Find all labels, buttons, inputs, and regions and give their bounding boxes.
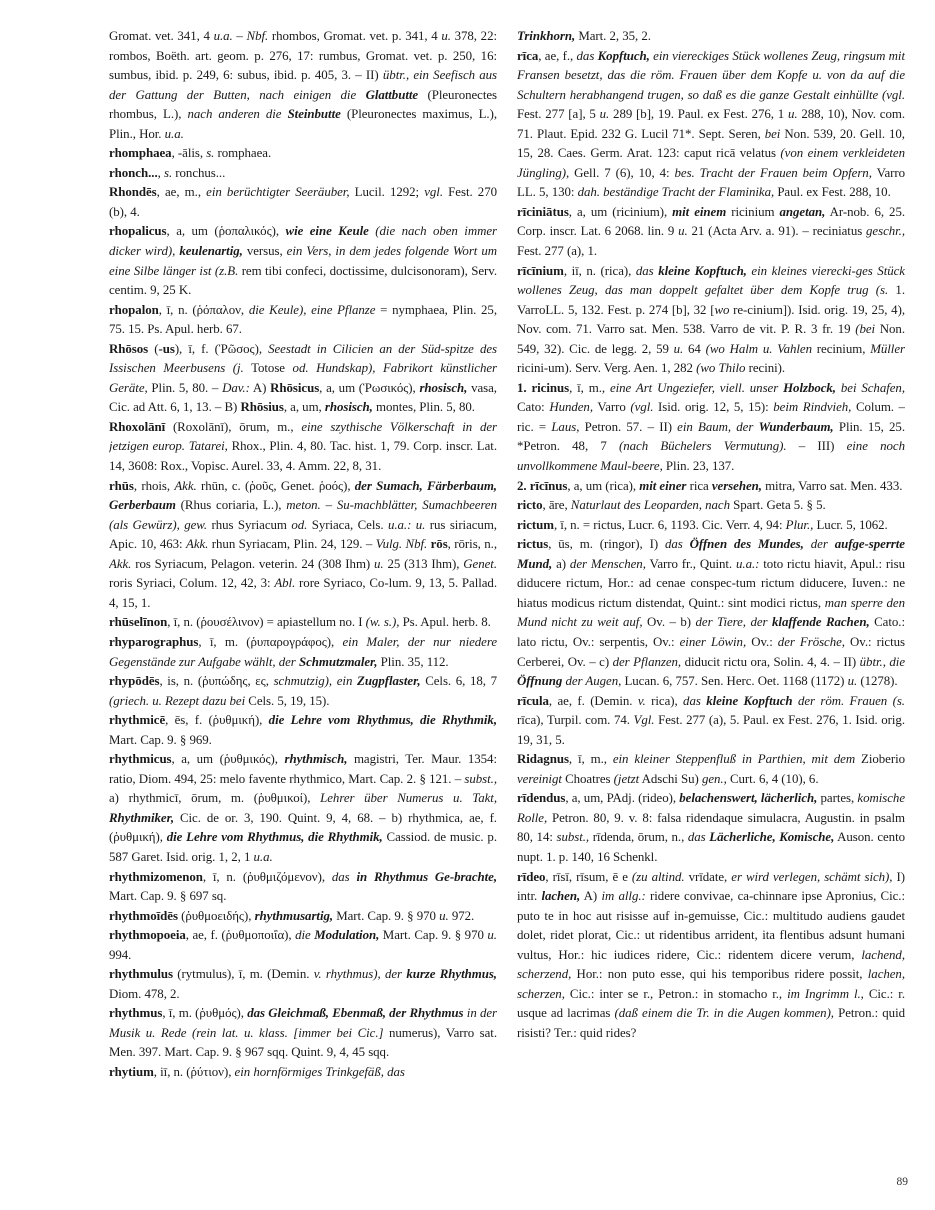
dictionary-entry: rictus, ūs, m. (ringor), I) das Öffnen des Mundes, der aufge-sperrte Mund, a) der Menschen, Varro fr., Quint. u.a.: toto rictu hiavit, Apul.: risu diducere rictum, Hor.: ad cenae conspec-tum rictum diducere, Iuven.: ne hiatus modicus rictum distendat, Quint.: sint modici rictus, man sperre den Mund nicht zu weit auf, Ov. – b) der Tiere, der klaffende Rachen, Cato.: lato rictu, Ov.: serpentis, Ov.: einer Löwin, Ov.: der Frösche, Ov.: rictus Cerberei, Ov. – c) der Pflanzen, diducit rictu ora, Solin. 4, 4. – II) übtr., die Öffnung der Augen, Lucan. 6, 757. Sen. Herc. Oet. 1168 (1172) u. (1278). xyxy=(517,537,905,689)
dictionary-entry: Trinkhorn, Mart. 2, 35, 2. xyxy=(517,29,651,43)
dictionary-entry: rīcula, ae, f. (Demin. v. rica), das kleine Kopftuch der röm. Frauen (s. rīca), Turpil. com. 74. Vgl. Fest. 277 (a), 5. Paul. ex Fest. 276, 1. Isid. orig. 19, 31, 5. xyxy=(517,693,905,747)
dictionary-entry: rhūs, rhois, Akk. rhūn, c. (ῥοῦς, Genet. ῥοός), der Sumach, Färberbaum, Gerberbaum (Rhus coriaria, L.), meton. – Su-machblätter, Sumachbeeren (als Gewürz), gew. rhus Syriacum od. Syriaca, Cels. u.a.: u. rus siriacum, Apic. 10, 463: Akk. rhun Syriacam, Plin. 24, 129. – Vulg. Nbf. rōs, rōris, n., Akk. ros Syriacum, Pelagon. veterin. 24 (308 Ihm) u. 25 (313 Ihm), Genet. roris Syriaci, Colum. 12, 42, 3: Abl. rore Syriaco, Co-lum. 9, 13, 5. Pallad. 4, 15, 1. xyxy=(109,478,497,610)
dictionary-entry: rhythmus, ī, m. (ῥυθμός), das Gleichmaß, Ebenmaß, der Rhythmus in der Musik u. Rede (rein lat. u. klass. [immer bei Cic.] numerus), Varro sat. Men. 397. Mart. Cap. 9. § 967 sqq. Quint. 9, 4, 45 sqq. xyxy=(109,1006,497,1060)
dictionary-entry: rīcīnium, iī, n. (rica), das kleine Kopftuch, ein kleines vierecki-ges Stück wollenes Zeug, das man doppelt gefaltet über dem Kopfe trug (s. 1. VarroLL. 5, 132. Fest. p. 274 [b], 32 [wo re-cinium]). Isid. orig. 19, 25, 4), Nov. com. 71. Varro sat. Men. 538. Varro de vit. P. R. 3 fr. 19 (bei Non. 549, 32). Cic. de legg. 2, 59 u. 64 (wo Halm u. Vahlen recinium, Müller ricini-um). Serv. Verg. Aen. 1, 282 (wo Thilo recini). xyxy=(517,263,905,376)
dictionary-entry: rhythmicus, a, um (ῥυθμικός), rhythmisch, magistri, Ter. Maur. 1354: ratio, Diom. 494, 25: melo favente rhythmico, Mart. Cap. 2. § 121. – subst., a) rhythmicī, ōrum, m. (ῥυθμικοί), Lehrer über Numerus u. Takt, Rhythmiker, Cic. de or. 3, 190. Quint. 9, 4, 68. – b) rhythmica, ae, f. (ῥυθμική), die Lehre vom Rhythmus, die Rhythmik, Cassiod. de music. p. 587 Garet. Isid. orig. 1, 2, 1 u.a. xyxy=(109,752,497,864)
dictionary-entry: rhūselīnon, ī, n. (ῥουσέλινον) = apiastellum no. I (w. s.), Ps. Apul. herb. 8. xyxy=(109,615,491,630)
dictionary-entry: Rhondēs, ae, m., ein berüchtigter Seeräuber, Lucil. 1292; vgl. Fest. 270 (b), 4. xyxy=(109,185,497,219)
dictionary-entry: Gromat. vet. 341, 4 u.a. – Nbf. rhombos, Gromat. vet. p. 341, 4 u. 378, 22: rombos, Boëth. art. geom. p. 276, 17: rumbus, Gromat. vet. p. 250, 16: sumbus, ibid. p. 249, 6: subus, ibid. p. 405, 3. – II) übtr., ein Seefisch aus der Gattung der Butten, nach einigen die Glattbutte (Pleuronectes rhombus, L.), nach anderen die Steinbutte (Pleuronectes maximus, L.), Plin., Hor. u.a. xyxy=(109,29,497,141)
dictionary-entry: Rhoxolānī (Roxolānī), ōrum, m., eine szythische Völkerschaft in der jetzigen europ. Tatarei, Rhox., Plin. 4, 80. Tac. hist. 1, 79. Corp. inscr. Lat. 14, 3608: Rox., Vopisc. Aurel. 33, 4. Amm. 22, 8, 31. xyxy=(109,419,497,474)
dictionary-entry: rhomphaea, -ālis, s. romphaea. xyxy=(109,146,272,161)
dictionary-entry: rictum, ī, n. = rictus, Lucr. 6, 1193. Cic. Verr. 4, 94: Plur., Lucr. 5, 1062. xyxy=(517,517,888,532)
dictionary-entry: rhytium, iī, n. (ῥύτιον), ein hornförmiges Trinkgefäß, das xyxy=(109,1064,405,1079)
dictionary-entry: rhopalicus, a, um (ῥοπαλικός), wie eine Keule (die nach oben immer dicker wird), keulenartig, versus, ein Vers, in dem jedes folgende Wort um eine Silbe länger ist (z.B. rem tibi confeci, doctissime, dulcisonoram), Serv. centim. 9, 25 K. xyxy=(109,224,497,298)
dictionary-entry: rīciniātus, a, um (ricinium), mit einem ricinium angetan, Ar-nob. 6, 25. Corp. inscr. Lat. 6 2068. lin. 9 u. 21 (Acta Arv. a. 91). – reciniatus geschr., Fest. 277 (a), 1. xyxy=(517,204,905,259)
dictionary-entry: rhypōdēs, is, n. (ῥυπώδης, ες, schmutzig), ein Zugpflaster, Cels. 6, 18, 7 (griech. u. Rezept dazu bei Cels. 5, 19, 15). xyxy=(109,674,497,708)
dictionary-entry: rīdeo, rīsī, rīsum, ē e (zu altind. vrīdate, er wird verlegen, schämt sich), I) intr. lachen, A) im allg.: ridere convivae, ca-chinnare ipse Apronius, Cic.: puto te in hoc aut risisse auf in-gemuisse, Cic.: multitudo audiens gaudet dolet, ridet plorat, Cic.: ut ridentibus arrident, ita flentibus adsunt humani vultus, Hor.: hic iudices ridere, Cic.: ridentem dicere verum, lachend, scherzend, Hor.: non puto esse, qui his temporibus ridere possit, lachen, scherzen, Cic.: inter se r., Petron.: in stomacho r., im Ingrimm l., Cic.: r. usque ad lacrimas (daß einem die Tr. in die Augen kommen), Petron.: quid risisti? Ter.: quid rides? xyxy=(517,869,905,1040)
dictionary-entry: Ridagnus, ī, m., ein kleiner Steppenfluß in Parthien, mit dem Zioberio vereinigt Choatres (jetzt Adschi Su) gen., Curt. 6, 4 (10), 6. xyxy=(517,752,905,786)
dictionary-entry: rhopalon, ī, n. (ῥόπαλον, die Keule), eine Pflanze = nymphaea, Plin. 25, 75. 15. Ps. Apul. herb. 67. xyxy=(109,302,497,337)
dictionary-entry: rīca, ae, f., das Kopftuch, ein viereckiges Stück wollenes Zeug, ringsum mit Fransen besetzt, das die röm. Frauen über dem Kopfe u. von da auf die Schultern herabhangend trugen, so daß es die ganze Gestalt einhüllte (vgl. Fest. 277 [a], 5 u. 289 [b], 19. Paul. ex Fest. 276, 1 u. 288, 10), Nov. com. 71. Plaut. Epid. 232 G. Lucil 71*. Sept. Seren, bei Non. 539, 20. Gell. 10, 15, 28. Caes. Germ. Arat. 123: caput ricā velatus (von einem verkleideten Jüngling), Gell. 7 (6), 10, 4: bes. Tracht der Frauen beim Opfern, Varro LL. 5, 130: dah. beständige Tracht der Flaminika, Paul. ex Fest. 288, 10. xyxy=(517,48,905,200)
dictionary-entry: rhythmulus (rytmulus), ī, m. (Demin. v. rhythmus), der kurze Rhythmus, Diom. 478, 2. xyxy=(109,967,497,1001)
dictionary-entry: ricto, āre, Naturlaut des Leoparden, nach Spart. Geta 5. § 5. xyxy=(517,498,826,513)
page-number: 89 xyxy=(896,1176,908,1188)
dictionary-entry: 2. rīcīnus, a, um (rica), mit einer rica versehen, mitra, Varro sat. Men. 433. xyxy=(517,478,903,493)
dictionary-entry: 1. ricinus, ī, m., eine Art Ungeziefer, viell. unser Holzbock, bei Schafen, Cato: Hunden, Varro (vgl. Isid. orig. 12, 5, 15): beim Rindvieh, Colum. – ric. = Laus, Petron. 57. – II) ein Baum, der Wunderbaum, Plin. 15, 25. *Petron. 48, 7 (nach Büchelers Vermutung). – III) eine noch unvollkommene Maul-beere, Plin. 23, 137. xyxy=(517,380,905,474)
left-column xyxy=(109,27,497,1175)
dictionary-entry: rhythmizomenon, ī, n. (ῥυθμιζόμενον), das in Rhythmus Ge-brachte, Mart. Cap. 9. § 697 sq. xyxy=(109,869,497,904)
right-column xyxy=(517,27,905,1175)
dictionary-entry: rhythmoīdēs (ῥυθμοειδής), rhythmusartig, Mart. Cap. 9. § 970 u. 972. xyxy=(109,908,475,923)
dictionary-entry: rhythmopoeia, ae, f. (ῥυθμοποιΐα), die Modulation, Mart. Cap. 9. § 970 u. 994. xyxy=(109,928,497,962)
dictionary-entry: rīdendus, a, um, PAdj. (rideo), belachenswert, lächerlich, partes, komische Rolle, Petron. 80, 9. v. 8: falsa ridendaque simulacra, Augustin. in psalm 80, 14: subst., rīdenda, ōrum, n., das Lächerliche, Komische, Auson. cento nupt. 1. p. 140, 16 Schenkl. xyxy=(517,791,905,864)
dictionary-entry: Rhōsos (-us), ī, f. (Ῥῶσος), Seestadt in Cilicien an der Süd-spitze des Issischen Meerbusens (j. Totose od. Hundskap), Fabrikort künstlicher Geräte, Plin. 5, 80. – Dav.: A) Rhōsicus, a, um (Ῥωσικός), rhosisch, vasa, Cic. ad Att. 6, 1, 13. – B) Rhōsius, a, um, rhosisch, montes, Plin. 5, 80. xyxy=(109,341,497,415)
dictionary-entry: rhythmicē, ēs, f. (ῥυθμική), die Lehre vom Rhythmus, die Rhythmik, Mart. Cap. 9. § 969. xyxy=(109,713,497,747)
dictionary-entry: rhonch..., s. ronchus... xyxy=(109,165,226,180)
dictionary-entry: rhyparographus, ī, m. (ῥυπαρογράφος), ein Maler, der nur niedere Gegenstände zur Aufgabe wählt, der Schmutzmaler, Plin. 35, 112. xyxy=(109,634,497,669)
